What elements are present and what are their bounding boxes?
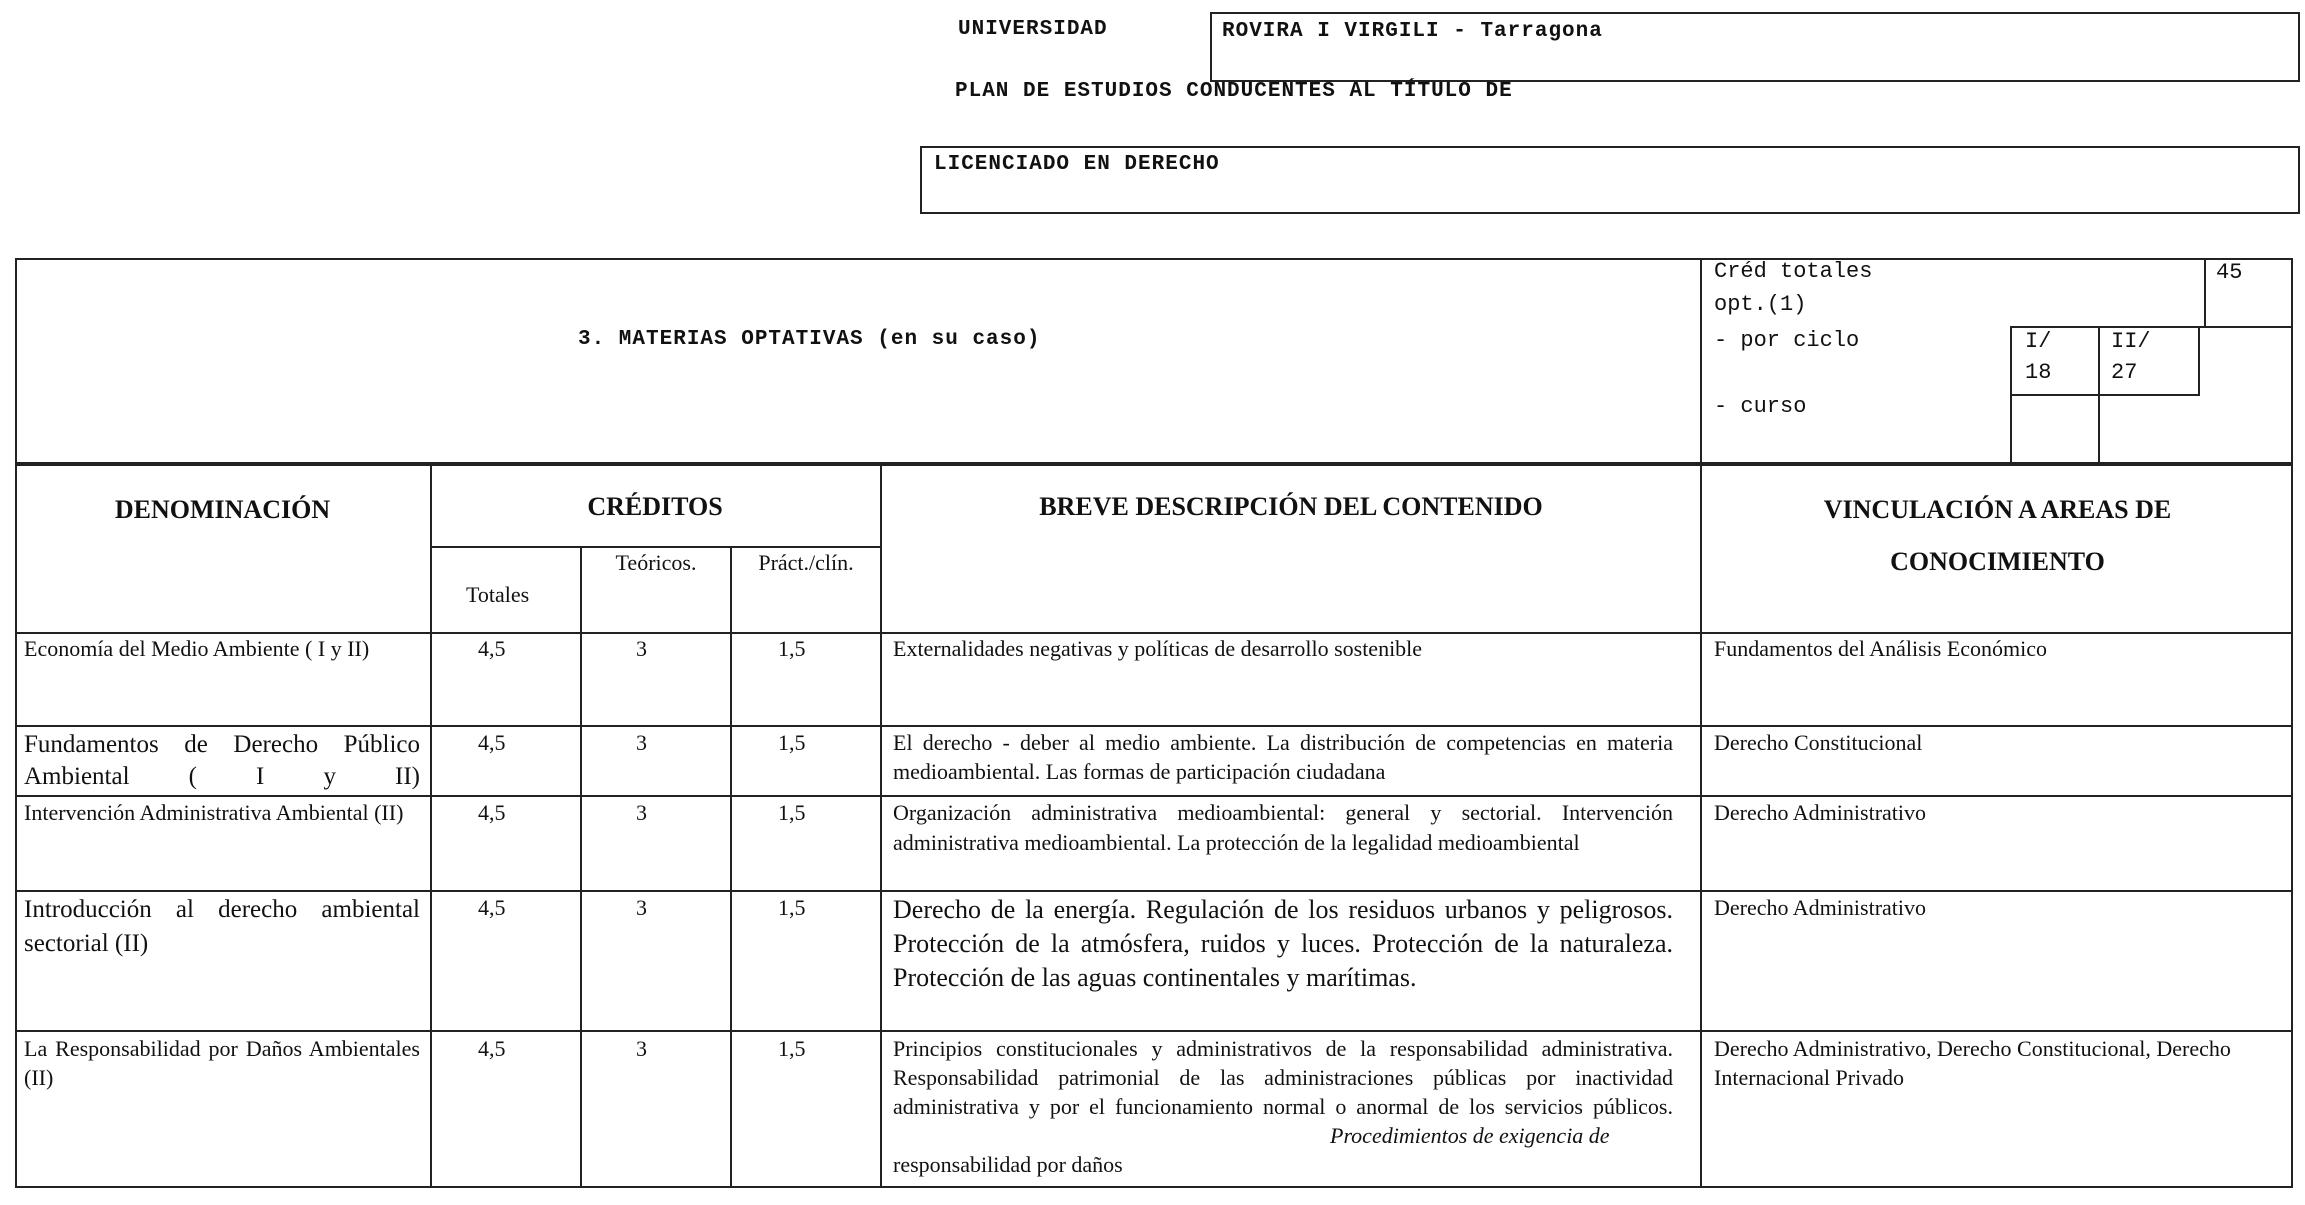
row-4-area: Derecho Administrativo bbox=[1714, 895, 1927, 920]
degree-title: LICENCIADO EN DERECHO bbox=[934, 153, 1220, 176]
total-credits-value: 45 bbox=[2216, 260, 2243, 285]
row-3-teoricos: 3 bbox=[636, 800, 647, 825]
row-1-area: Fundamentos del Análisis Económico bbox=[1714, 636, 2048, 661]
col-creditos: CRÉDITOS bbox=[587, 492, 723, 521]
row-4-practicos: 1,5 bbox=[778, 895, 806, 920]
row-2-area: Derecho Constitucional bbox=[1714, 730, 1923, 755]
ciclo-1-value: 18 bbox=[2025, 360, 2052, 385]
col-descripcion: BREVE DESCRIPCIÓN DEL CONTENIDO bbox=[1039, 492, 1543, 521]
row-5-description bbox=[893, 1034, 1673, 1121]
col-vinculacion-2: CONOCIMIENTO bbox=[1890, 547, 2105, 576]
row-5-area: Derecho Administrativo, Derecho Constitucional, Derecho Internacional Privado bbox=[1714, 1036, 2231, 1090]
ciclo-2-label: II/ bbox=[2111, 329, 2151, 354]
row-1-teoricos: 3 bbox=[636, 636, 647, 661]
row-2-teoricos: 3 bbox=[636, 730, 647, 755]
row-5-teoricos: 3 bbox=[636, 1036, 647, 1061]
plan-label: PLAN DE ESTUDIOS CONDUCENTES AL TÍTULO DE bbox=[955, 80, 1513, 103]
cred-totales-label: Créd totales bbox=[1714, 259, 1873, 284]
row-4-description: Derecho de la energía. Regulación de los residuos urbanos y peligrosos. Protección de la atmósfera, ruidos y luces. Protección de la naturaleza. Protección de las aguas continentales y marítimas. bbox=[893, 895, 1673, 992]
university-name-box bbox=[1210, 12, 2300, 82]
curso-label: - curso bbox=[1714, 394, 1807, 419]
col-practicos: Práct./clín. bbox=[758, 550, 854, 575]
row-1-practicos: 1,5 bbox=[778, 636, 806, 661]
opt-label: opt.(1) bbox=[1714, 292, 1807, 317]
section-title: 3. MATERIAS OPTATIVAS (en su caso) bbox=[578, 328, 1041, 351]
row-3-name: Intervención Administrativa Ambiental (II) bbox=[24, 800, 404, 825]
col-denominacion: DENOMINACIÓN bbox=[114, 495, 331, 524]
row-5-description-tail: responsabilidad por daños bbox=[893, 1152, 1123, 1177]
row-3-practicos: 1,5 bbox=[778, 800, 806, 825]
col-vinculacion-1: VINCULACIÓN A AREAS DE bbox=[1823, 495, 2172, 524]
university-label: UNIVERSIDAD bbox=[958, 18, 1108, 41]
col-totales: Totales bbox=[466, 582, 530, 607]
row-5-description-plain: Principios constitucionales y administrativos de la responsabilidad administrativa. Responsabilidad patrimonial de las administraciones públicas por inactividad administrativa y por el funcionamiento normal o anormal de los servicios públicos. bbox=[893, 1036, 1673, 1119]
por-ciclo-label: - por ciclo bbox=[1714, 328, 1860, 353]
col-teoricos: Teóricos. bbox=[615, 550, 697, 575]
row-3-totales: 4,5 bbox=[478, 800, 506, 825]
row-5-totales: 4,5 bbox=[478, 1036, 506, 1061]
row-4-totales: 4,5 bbox=[478, 895, 506, 920]
row-1-description: Externalidades negativas y políticas de desarrollo sostenible bbox=[893, 636, 1423, 661]
university-name: ROVIRA I VIRGILI - Tarragona bbox=[1222, 20, 1603, 43]
row-2-practicos: 1,5 bbox=[778, 730, 806, 755]
row-4-name: Introducción al derecho ambiental sectorial (II) bbox=[24, 896, 420, 957]
row-5-name: La Responsabilidad por Daños Ambientales (II) bbox=[24, 1036, 420, 1090]
row-4-teoricos: 3 bbox=[636, 895, 647, 920]
row-1-totales: 4,5 bbox=[478, 636, 506, 661]
ciclo-1-label: I/ bbox=[2025, 329, 2052, 354]
row-2-name: Fundamentos de Derecho Público Ambiental ( I y II) bbox=[24, 731, 420, 790]
row-2-totales: 4,5 bbox=[478, 730, 506, 755]
section-header-box bbox=[15, 258, 2293, 464]
row-5-description-italic: Procedimientos de exigencia de bbox=[1330, 1123, 1610, 1148]
degree-box bbox=[920, 146, 2300, 214]
row-3-area: Derecho Administrativo bbox=[1714, 800, 1927, 825]
row-2-description: El derecho - deber al medio ambiente. La distribución de competencias en materia medioambiental. Las formas de participación ciudadana bbox=[893, 730, 1673, 784]
row-3-description: Organización administrativa medioambiental: general y sectorial. Intervención administrativa medioambiental. La protección de la legalidad medioambiental bbox=[893, 800, 1673, 855]
ciclo-2-value: 27 bbox=[2111, 360, 2138, 385]
row-1-name: Economía del Medio Ambiente ( I y II) bbox=[24, 636, 370, 661]
row-5-practicos: 1,5 bbox=[778, 1036, 806, 1061]
